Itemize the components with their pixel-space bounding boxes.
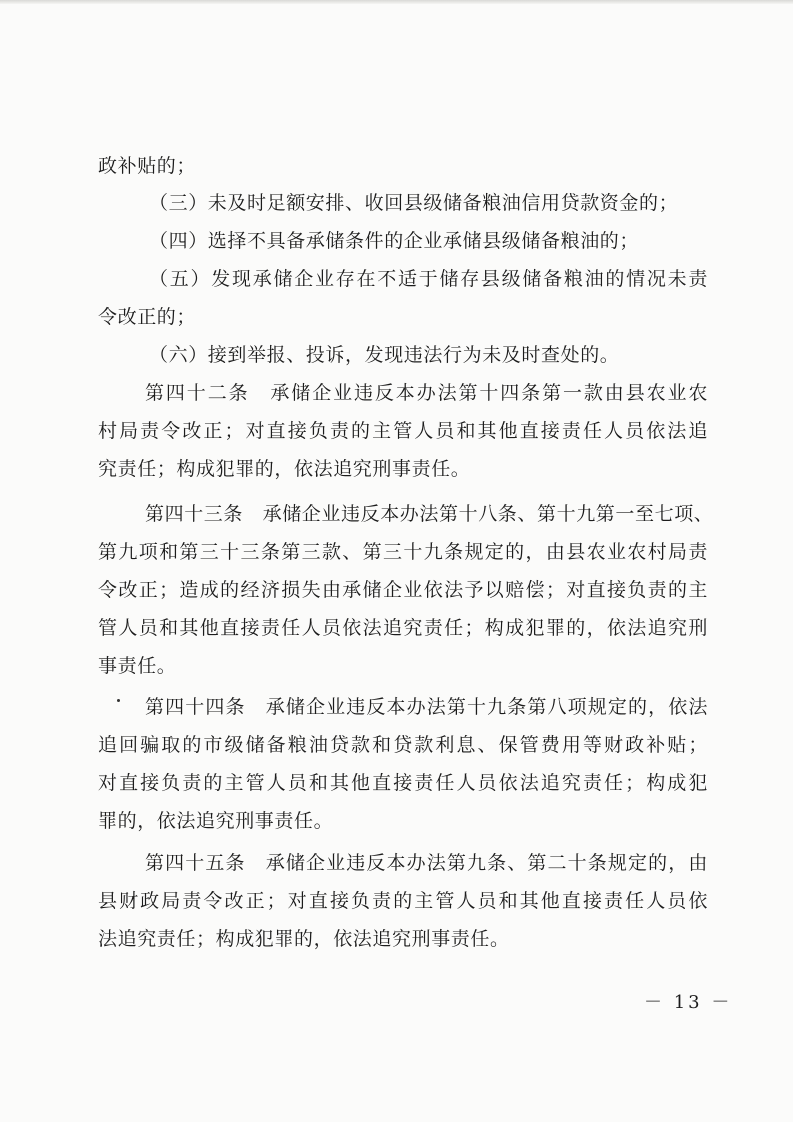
text-line: 对直接负责的主管人员和其他直接责任人员依法追究责任；构成犯	[98, 772, 708, 794]
scan-speck	[117, 699, 120, 702]
scan-edge	[0, 0, 793, 4]
text-line: 事责任。	[98, 655, 177, 677]
text-line: 罪的，依法追究刑事责任。	[98, 810, 334, 832]
text-line: 政补贴的；	[98, 155, 197, 177]
text-line: （四）选择不具备承储条件的企业承储县级储备粮油的；	[149, 230, 640, 252]
text-line: 第四十四条 承储企业违反本办法第十九条第八项规定的，依法	[145, 696, 708, 718]
text-line: 村局责令改正；对直接负责的主管人员和其他直接责任人员依法追	[98, 420, 708, 442]
text-line: 第四十三条 承储企业违反本办法第十八条、第十九第一至七项、	[145, 503, 714, 525]
text-line: 管人员和其他直接责任人员依法追究责任；构成犯罪的，依法追究刑	[98, 617, 708, 639]
text-line: 追回骗取的市级储备粮油贷款和贷款利息、保管费用等财政补贴；	[98, 734, 708, 756]
text-line: 第四十二条 承储企业违反本办法第十四条第一款由县农业农	[145, 382, 708, 404]
text-line: 究责任；构成犯罪的，依法追究刑事责任。	[98, 458, 471, 480]
text-line: 令改正的；	[98, 306, 197, 328]
text-line: （五）发现承储企业存在不适于储存县级储备粮油的情况未责	[149, 268, 708, 290]
text-line: 法追究责任；构成犯罪的，依法追究刑事责任。	[98, 928, 510, 950]
text-line: 第九项和第三十三条第三款、第三十九条规定的，由县农业农村局责	[98, 541, 708, 563]
text-line: 第四十五条 承储企业违反本办法第九条、第二十条规定的，由	[145, 852, 708, 874]
text-line: （三）未及时足额安排、收回县级储备粮油信用贷款资金的；	[149, 192, 679, 214]
text-line: 县财政局责令改正；对直接负责的主管人员和其他直接责任人员依	[98, 890, 708, 912]
page-number: － 13 －	[644, 992, 733, 1013]
text-line: 令改正；造成的经济损失由承储企业依法予以赔偿；对直接负责的主	[98, 579, 708, 601]
text-line: （六）接到举报、投诉，发现违法行为未及时查处的。	[149, 344, 620, 366]
